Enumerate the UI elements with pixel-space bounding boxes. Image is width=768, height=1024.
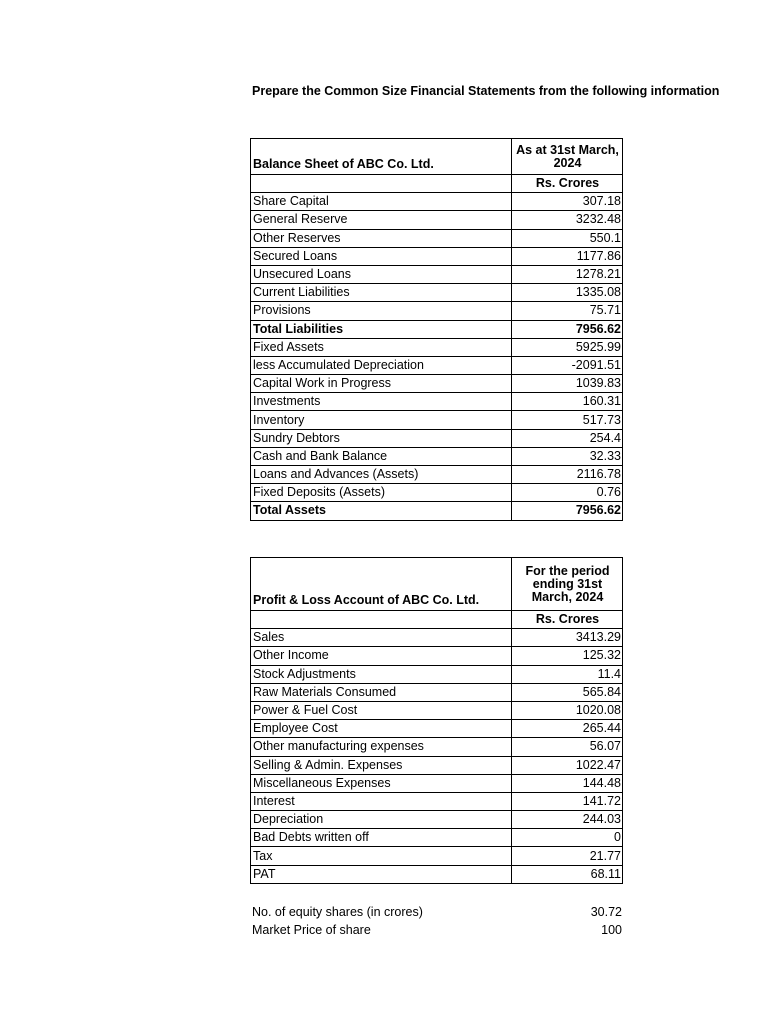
balance-sheet-period: As at 31st March, 2024: [512, 139, 623, 175]
table-row: [251, 229, 623, 247]
row-value: 254.4: [512, 429, 623, 447]
table-row: [251, 847, 623, 865]
profit-loss-heading: Profit & Loss Account of ABC Co. Ltd.: [251, 558, 512, 611]
table-row: [251, 302, 623, 320]
row-label: Provisions: [251, 302, 512, 320]
table-row: [251, 647, 623, 665]
row-value: 7956.62: [512, 320, 623, 338]
row-value: 75.71: [512, 302, 623, 320]
page-title: Prepare the Common Size Financial Statements from the following information: [252, 84, 720, 98]
table-row: [251, 502, 623, 520]
table-row: [251, 484, 623, 502]
row-value: 0: [512, 829, 623, 847]
row-value: 3413.29: [512, 629, 623, 647]
table-row: [251, 356, 623, 374]
profit-loss-unit-blank: [251, 611, 512, 629]
row-value: 144.48: [512, 774, 623, 792]
table-row: [251, 629, 623, 647]
row-value: 3232.48: [512, 211, 623, 229]
row-label: Selling & Admin. Expenses: [251, 756, 512, 774]
row-value: 141.72: [512, 792, 623, 810]
table-row: [251, 720, 623, 738]
row-label: Employee Cost: [251, 720, 512, 738]
row-value: 550.1: [512, 229, 623, 247]
profit-loss-body: [251, 558, 623, 884]
row-label: Secured Loans: [251, 247, 512, 265]
row-value: 1335.08: [512, 284, 623, 302]
table-row: [251, 811, 623, 829]
row-value: 32.33: [512, 447, 623, 465]
row-label: Fixed Deposits (Assets): [251, 484, 512, 502]
row-label: Investments: [251, 393, 512, 411]
profit-loss-table: [250, 557, 623, 884]
table-row: [251, 411, 623, 429]
table-row: [251, 338, 623, 356]
table-row: [251, 211, 623, 229]
row-value: 1177.86: [512, 247, 623, 265]
balance-sheet-header-row: [251, 139, 623, 175]
row-value: 244.03: [512, 811, 623, 829]
row-label: Depreciation: [251, 811, 512, 829]
row-value: 2116.78: [512, 466, 623, 484]
equity-shares-label: No. of equity shares (in crores): [252, 905, 423, 919]
table-row: [251, 265, 623, 283]
row-value: 265.44: [512, 720, 623, 738]
balance-sheet-table: [250, 138, 623, 521]
table-row: [251, 375, 623, 393]
row-label: Stock Adjustments: [251, 665, 512, 683]
row-label: Sundry Debtors: [251, 429, 512, 447]
row-value: 1020.08: [512, 701, 623, 719]
table-row: [251, 447, 623, 465]
row-value: 56.07: [512, 738, 623, 756]
profit-loss-period: For the period ending 31st March, 2024: [512, 558, 623, 611]
row-label: Sales: [251, 629, 512, 647]
table-row: [251, 792, 623, 810]
table-row: [251, 393, 623, 411]
balance-sheet-unit: Rs. Crores: [512, 175, 623, 193]
balance-sheet-unit-blank: [251, 175, 512, 193]
balance-sheet-body: [251, 139, 623, 521]
row-label: Total Assets: [251, 502, 512, 520]
row-label: Fixed Assets: [251, 338, 512, 356]
row-label: Miscellaneous Expenses: [251, 774, 512, 792]
row-value: 5925.99: [512, 338, 623, 356]
profit-loss-unit-row: [251, 611, 623, 629]
row-label: Interest: [251, 792, 512, 810]
row-label: Cash and Bank Balance: [251, 447, 512, 465]
market-price-label: Market Price of share: [252, 923, 371, 937]
row-label: Other manufacturing expenses: [251, 738, 512, 756]
row-label: Total Liabilities: [251, 320, 512, 338]
row-label: Unsecured Loans: [251, 265, 512, 283]
balance-sheet-unit-row: [251, 175, 623, 193]
row-value: 125.32: [512, 647, 623, 665]
row-value: 1039.83: [512, 375, 623, 393]
balance-sheet-heading: Balance Sheet of ABC Co. Ltd.: [251, 139, 512, 175]
equity-shares-value: 30.72: [590, 905, 622, 919]
table-row: [251, 466, 623, 484]
row-label: Raw Materials Consumed: [251, 683, 512, 701]
profit-loss-unit: Rs. Crores: [512, 611, 623, 629]
row-value: 0.76: [512, 484, 623, 502]
row-value: 160.31: [512, 393, 623, 411]
row-value: 21.77: [512, 847, 623, 865]
row-label: Share Capital: [251, 193, 512, 211]
table-row: [251, 701, 623, 719]
table-row: [251, 193, 623, 211]
row-value: 307.18: [512, 193, 623, 211]
table-row: [251, 738, 623, 756]
row-label: Tax: [251, 847, 512, 865]
row-label: Capital Work in Progress: [251, 375, 512, 393]
market-price-value: 100: [601, 923, 622, 937]
row-value: -2091.51: [512, 356, 623, 374]
table-row: [251, 683, 623, 701]
row-label: PAT: [251, 865, 512, 883]
row-label: General Reserve: [251, 211, 512, 229]
row-label: Bad Debts written off: [251, 829, 512, 847]
row-label: Power & Fuel Cost: [251, 701, 512, 719]
table-row: [251, 429, 623, 447]
row-value: 7956.62: [512, 502, 623, 520]
row-label: less Accumulated Depreciation: [251, 356, 512, 374]
table-row: [251, 665, 623, 683]
row-value: 11.4: [512, 665, 623, 683]
row-value: 565.84: [512, 683, 623, 701]
row-label: Other Reserves: [251, 229, 512, 247]
market-price-line: [252, 923, 622, 937]
table-row: [251, 865, 623, 883]
row-label: Other Income: [251, 647, 512, 665]
row-value: 68.11: [512, 865, 623, 883]
row-value: 1022.47: [512, 756, 623, 774]
table-row: [251, 756, 623, 774]
row-value: 1278.21: [512, 265, 623, 283]
table-row: [251, 320, 623, 338]
profit-loss-header-row: [251, 558, 623, 611]
row-label: Loans and Advances (Assets): [251, 466, 512, 484]
row-label: Inventory: [251, 411, 512, 429]
table-row: [251, 247, 623, 265]
row-value: 517.73: [512, 411, 623, 429]
equity-shares-line: [252, 905, 622, 919]
table-row: [251, 829, 623, 847]
row-label: Current Liabilities: [251, 284, 512, 302]
table-row: [251, 284, 623, 302]
table-row: [251, 774, 623, 792]
